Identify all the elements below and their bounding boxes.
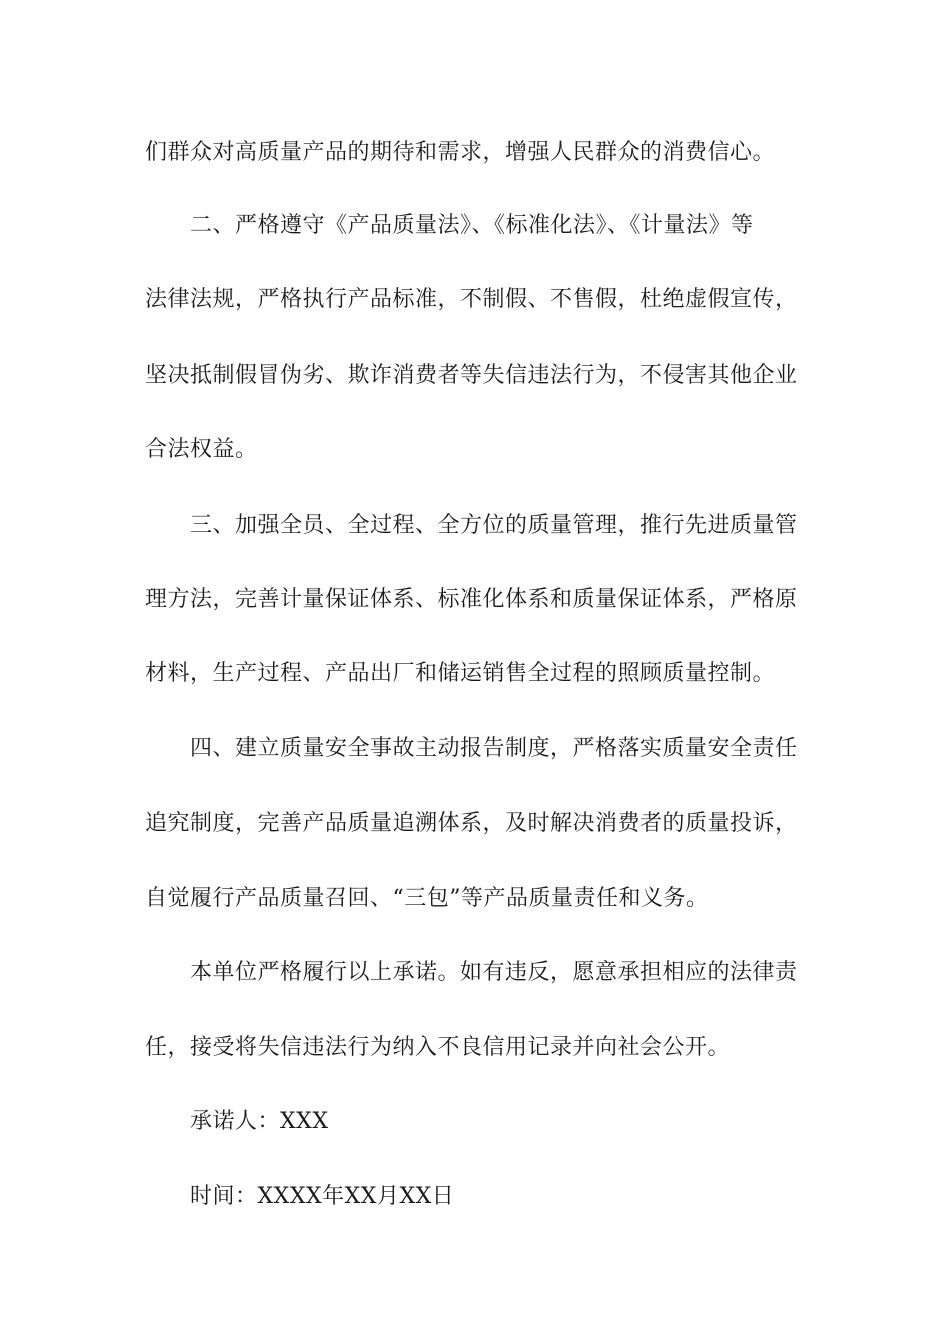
date-line: 时间：XXXX年XX月XX日: [190, 1184, 455, 1209]
text-line: 任，接受将失信违法行为纳入不良信用记录并向社会公开。: [145, 1035, 731, 1060]
text-line: 理方法，完善计量保证体系、标准化体系和质量保证体系，严格原: [145, 587, 798, 612]
text-line: 们群众对高质量产品的期待和需求，增强人民群众的消费信心。: [145, 140, 776, 165]
text-line: 坚决抵制假冒伪劣、欺诈消费者等失信违法行为，不侵害其他企业: [145, 363, 798, 388]
text-line: 本单位严格履行以上承诺。如有违反，愿意承担相应的法律责: [190, 960, 798, 985]
text-line: 四、建立质量安全事故主动报告制度，严格落实质量安全责任: [190, 736, 798, 761]
text-line: 三、加强全员、全过程、全方位的质量管理，推行先进质量管: [190, 513, 798, 538]
text-line: 合法权益。: [145, 437, 258, 462]
text-line: 材料，生产过程、产品出厂和储运销售全过程的照顾质量控制。: [145, 661, 776, 686]
signatory-line: 承诺人：XXX: [190, 1109, 329, 1134]
text-line: 追究制度，完善产品质量追溯体系，及时解决消费者的质量投诉，: [145, 811, 798, 836]
text-line: 法律法规，严格执行产品标准，不制假、不售假，杜绝虚假宣传，: [145, 287, 798, 312]
text-line: 自觉履行产品质量召回、“三包”等产品质量责任和义务。: [145, 886, 709, 911]
text-line: 二、严格遵守《产品质量法》、《标准化法》、《计量法》等: [190, 213, 754, 238]
